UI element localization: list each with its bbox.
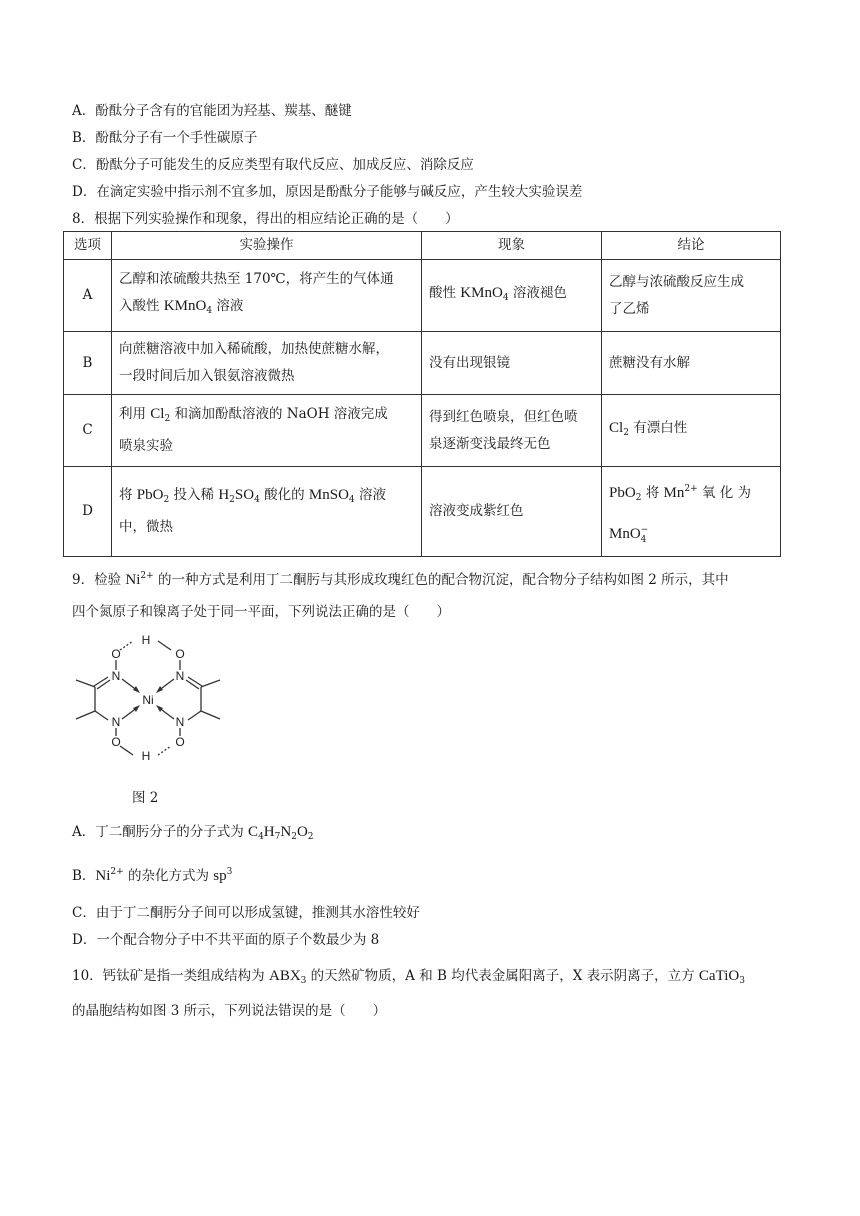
atom-o-tr: O xyxy=(175,647,185,661)
row-phenomenon: 得到红色喷泉，但红色喷 泉逐渐变浅最终无色 xyxy=(422,395,602,467)
arrowhead-tl xyxy=(133,686,140,693)
atom-h-bottom: H xyxy=(141,749,151,763)
row-operation: 向蔗糖溶液中加入稀硫酸，加热使蔗糖水解， 一段时间后加入银氨溶液微热 xyxy=(112,332,422,395)
row-option: B xyxy=(64,332,112,395)
bond-top-right xyxy=(158,641,171,650)
atom-o-bl: O xyxy=(111,735,121,749)
bond-n-c-tr xyxy=(188,677,202,686)
atom-n-br: N xyxy=(175,715,185,729)
q7-option-d: D．在滴定实验中指示剂不宜多加，原因是酚酞分子能够与碱反应，产生较大实验误差 xyxy=(72,184,583,200)
row-conclusion: 乙醇与浓硫酸反应生成 了乙烯 xyxy=(602,260,781,332)
bond-c-n-br xyxy=(188,711,201,720)
q9-stem-line2: 四个氮原子和镍离子处于同一平面，下列说法正确的是（ ） xyxy=(72,604,450,620)
q9-option-d: D．一个配合物分子中不共平面的原子个数最少为 8 xyxy=(72,932,380,948)
row-option: C xyxy=(64,395,112,467)
arrowhead-br xyxy=(156,705,163,712)
bond-n-c-tl-double xyxy=(97,680,110,689)
row-option: D xyxy=(64,467,112,557)
atom-o-tl: O xyxy=(111,647,121,661)
q8-experiment-table xyxy=(63,231,781,557)
nickel-dimethylglyoxime-structure xyxy=(70,628,230,776)
bond-bottom-left xyxy=(120,746,133,755)
row-phenomenon: 酸性 KMnO$_4$ 溶液褪色 xyxy=(422,260,602,332)
row-operation xyxy=(112,260,422,332)
bond-c-n-bl xyxy=(95,711,108,720)
atom-n-tl: N xyxy=(111,669,121,683)
hbond-top-left xyxy=(120,641,133,650)
table-row xyxy=(64,332,781,395)
row-operation: 将 PbO$_2$ 投入稀 $H_2SO_4$ 酸化的 MnSO$_4$ 溶液 中，微热 xyxy=(112,467,422,557)
atom-ni: Ni xyxy=(142,693,154,707)
row-conclusion: $Cl_2$ 有漂白性 xyxy=(602,395,781,467)
atom-o-br: O xyxy=(175,735,185,749)
header-phenomenon: 现象 xyxy=(422,232,602,260)
q9-option-c: C．由于丁二酮肟分子间可以形成氢键，推测其水溶性较好 xyxy=(72,905,420,921)
row-conclusion: PbO$_2$ 将 $Mn^{2+}$ 氧 化 为 MnO − 4 xyxy=(602,467,781,557)
operation-line: 乙醇和浓硫酸共热至 170℃，将产生的气体通 xyxy=(119,271,394,287)
q7-option-c: C．酚酞分子可能发生的反应类型有取代反应、加成反应、消除反应 xyxy=(72,157,474,173)
row-operation: 利用 $Cl_2$ 和滴加酚酞溶液的 NaOH 溶液完成 喷泉实验 xyxy=(112,395,422,467)
q10-stem-line1: 10．钙钛矿是指一类组成结构为 $ABX_3$ 的天然矿物质，A 和 B 均代表金属阳离子，X 表示阴离子，立方 CaTiO$_3$ xyxy=(72,968,745,986)
q9-stem-line1: 9．检验 $Ni^{2+}$ 的一种方式是利用丁二酮肟与其形成玫瑰红色的配合物沉淀，配合物分子结构如图 2 所示，其中 xyxy=(72,571,729,588)
table-row xyxy=(64,260,781,332)
figure-2-caption: 图 2 xyxy=(132,790,159,806)
q7-option-b: B．酚酞分子有一个手性碳原子 xyxy=(72,130,258,146)
table-header-row xyxy=(64,232,781,260)
atom-n-tr: N xyxy=(175,669,185,683)
row-option: A xyxy=(64,260,112,332)
header-conclusion: 结论 xyxy=(602,232,781,260)
row-phenomenon: 没有出现银镜 xyxy=(422,332,602,395)
row-phenomenon: 溶液变成紫红色 xyxy=(422,467,602,557)
q9-option-a: A．丁二酮肟分子的分子式为 $C_4H_7N_2O_2$ xyxy=(72,824,314,842)
q7-option-a: A．酚酞分子含有的官能团为羟基、羰基、醚键 xyxy=(72,103,352,119)
operation-line: 入酸性 KMnO$_4$ 溶液 xyxy=(119,298,244,316)
hbond-bottom-right xyxy=(158,746,171,755)
bond-methyl-br xyxy=(201,711,220,719)
header-operation: 实验操作 xyxy=(112,232,422,260)
arrowhead-bl xyxy=(133,705,140,712)
bond-n-c-tl xyxy=(94,677,108,686)
header-option: 选项 xyxy=(64,232,112,260)
bond-methyl-bl xyxy=(76,711,95,719)
table-row xyxy=(64,467,781,557)
bond-n-c-tr-double xyxy=(186,680,199,689)
q8-stem: 8．根据下列实验操作和现象，得出的相应结论正确的是（ ） xyxy=(72,211,459,227)
q9-option-b: B．$Ni^{2+}$ 的杂化方式为 $sp^3$ xyxy=(72,867,233,884)
arrowhead-tr xyxy=(156,686,163,693)
row-conclusion: 蔗糖没有水解 xyxy=(602,332,781,395)
atom-n-bl: N xyxy=(111,715,121,729)
atom-h-top: H xyxy=(141,633,151,647)
q10-stem-line2: 的晶胞结构如图 3 所示，下列说法错误的是（ ） xyxy=(72,1003,387,1019)
bond-methyl-tl xyxy=(76,680,95,687)
bond-methyl-tr xyxy=(201,680,220,687)
table-row xyxy=(64,395,781,467)
